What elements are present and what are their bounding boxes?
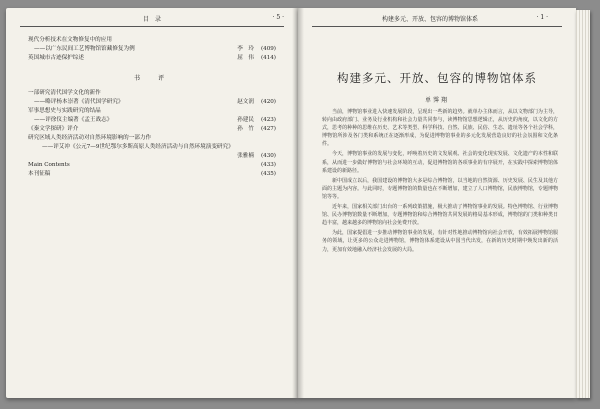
toc-entry (28, 89, 276, 98)
article-title: 构建多元、开放、包容的博物馆体系 (337, 71, 537, 85)
toc-entry (28, 143, 276, 152)
toc-entry-title: ——评艾冲《公元7—9世纪鄂尔多斯高原人类经济活动与自然环境演变研究》 (42, 144, 234, 150)
toc-entry (28, 134, 276, 143)
left-header-title: 目 录 (142, 16, 161, 23)
toc-entry (28, 54, 276, 63)
toc-entry (28, 36, 276, 45)
table-of-contents (28, 36, 276, 179)
toc-entry-title: 本刊征稿 (28, 171, 51, 177)
toc-entry-title: 军事思想史与实践研究的结晶 (28, 108, 101, 114)
toc-entry-page: (433) (260, 162, 276, 168)
page-edges (576, 10, 590, 398)
article-author: 单霁翔 (424, 97, 449, 104)
left-running-header (20, 14, 284, 27)
toc-entry (28, 152, 276, 161)
toc-entry-page: (427) (260, 126, 276, 132)
toc-entry (28, 107, 276, 116)
toc-entry-title: 研究区域人类经济活动对自然环境影响的一部力作 (28, 135, 152, 141)
toc-entry-title: 《秦文学探研》评介 (28, 126, 79, 132)
open-book (6, 8, 592, 406)
toc-entry-page: (423) (260, 117, 276, 123)
left-header-page: · 5 · (272, 14, 284, 21)
article-body (322, 108, 558, 256)
toc-entry-page: (409) (260, 46, 276, 52)
article-paragraph: 近年来，国家相关部门出台的一系列政策措施，极大推动了博物馆事业的发展。特色博物馆、行业博物馆、民办博物馆数量不断增加，专题博物馆和综合博物馆共同发展的格局基本形成，博物馆的门类和种类日趋丰富，越来越多的博物馆向社会免费开放。 (322, 204, 558, 227)
toc-entry-author: 孙 竹 (237, 126, 254, 132)
toc-entry-title: 现代分析技术在文物修复中的应用 (28, 37, 112, 43)
toc-group-reviews (28, 89, 276, 179)
toc-entry-title: Main Contents (28, 162, 70, 168)
right-header-title: 构建多元、开放、包容的博物馆体系 (382, 16, 479, 23)
toc-entry-page: (414) (260, 55, 276, 61)
toc-entry-author: 张雅楠 (237, 153, 254, 159)
toc-entry-page: (420) (260, 99, 276, 105)
article-paragraph: 今天，博物馆事业的发展与变化，呼唤着历史的文发展观、社会的变化现实发展、文化遗产的本性和联系，从而进一步做好博物馆与社会环境的互动，促进博物馆的各项事业的有序展开，在实践中探索博物馆体系建设的新路径。 (322, 151, 558, 174)
toc-entry (28, 170, 276, 179)
toc-entry-page: (430) (260, 153, 276, 159)
book-spine-shadow (292, 8, 304, 398)
right-running-header (312, 14, 562, 27)
toc-entry (28, 45, 276, 54)
article-paragraph: 新中国成立以后，我国建设的博物馆大多是综合博物馆，以当地的自然资源、历史发展、民生及其他方面的主题为内容。与此同时，专题博物馆的数量也在不断增加，建立了人口博物馆，民族博物馆，专题博物馆等等。 (322, 177, 558, 200)
article-paragraph: 为此，国家提倡进一步推动博物馆事业的发展，有针对性地推动博物馆向社会开放，有效拓展博物馆服务的领域，让更多的公众走进博物馆，博物馆体系建设从中国当代出发，在新的历史时期中焕发出新的活力，更加有效地融入经济社会发展的大局。 (322, 230, 558, 253)
right-header-page: · 1 · (536, 14, 548, 21)
right-page-article (298, 8, 576, 398)
toc-entry-page: (435) (260, 171, 276, 177)
toc-entry-author: 赵文润 (237, 99, 254, 105)
toc-entry (28, 116, 276, 125)
toc-entry (28, 125, 276, 134)
toc-group-articles (28, 36, 276, 63)
section-heading-book-review: 书 评 (133, 75, 170, 82)
toc-entry-author: 屈 伟 (237, 55, 254, 61)
toc-entry-title: ——略评杨本崇著《清代国学研究》 (34, 99, 124, 105)
article-paragraph: 当前，博物馆事业进入快速发展阶段，呈现出一些新的趋势。就单办主体而言，从以文物部门为主导，转向由政府部门、业务及行业机构和社会力量共同参与，读博物馆思想逻辑正，从历史的角度，以文化的方式，思考的种种的思维在历史、艺术等类型、科学科技、自然、民族、民俗、生态、遗址等各个社会学科，博物馆所涉及各门类和系统正在逐渐形成，为促进博物馆事业的多元化发展营造良好的社会氛围和文化条件。 (322, 109, 558, 148)
left-page-toc (6, 8, 298, 398)
toc-entry-title: 一部研究清代国学文化的新作 (28, 90, 101, 96)
toc-entry-author: 孙建民 (237, 117, 254, 123)
toc-entry-author: 李 玲 (237, 46, 254, 52)
toc-entry-title: ——以广东民间工艺博物馆馆藏修复为例 (34, 46, 135, 52)
toc-entry-title: ——评徐仪主编著《孟王战志》 (34, 117, 113, 123)
toc-entry-title: 英国城市古迹保护综述 (28, 55, 84, 61)
toc-entry (28, 161, 276, 170)
toc-entry (28, 98, 276, 107)
